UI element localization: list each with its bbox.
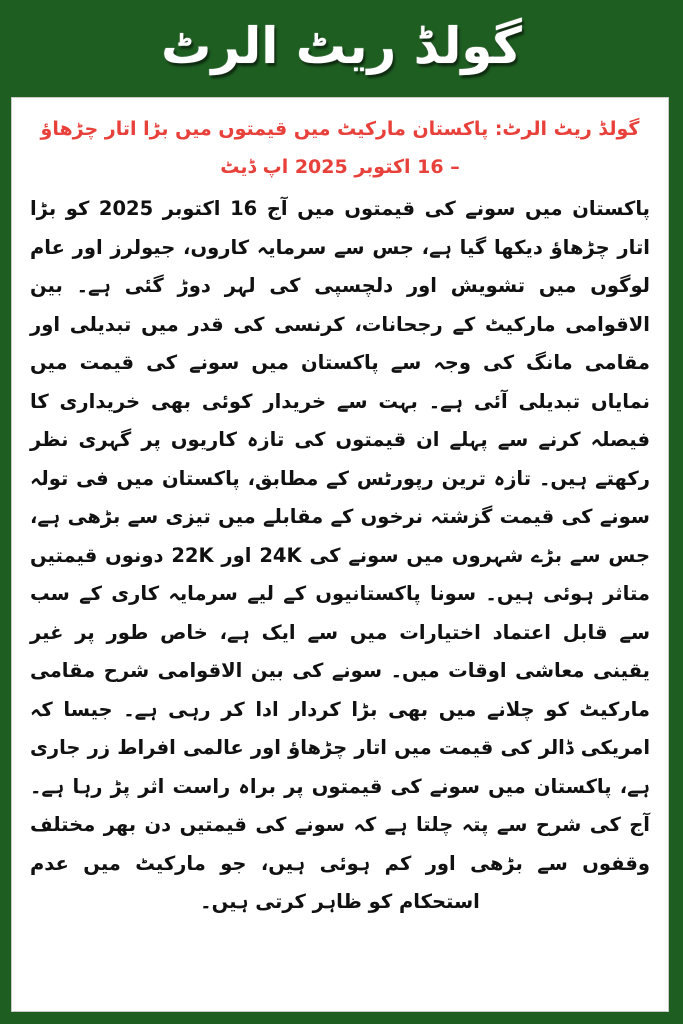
- page-title: گولڈ ریٹ الرٹ: [161, 16, 522, 75]
- article-body: پاکستان میں سونے کی قیمتوں میں آج 16 اکتوبر 2025 کو بڑا اتار چڑھاؤ دیکھا گیا ہے، جس سے سرمایہ کاروں، جیولرز اور عام لوگوں میں تشویش اور دلچسپی کی لہر دوڑ گئی ہے۔ بین الاقوامی مارکیٹ کے رجحانات، کرنسی کی قدر میں تبدیلی اور مقامی مانگ کی وجہ سے پاکستان میں سونے کی قیمت میں نمایاں تبدیلی آئی ہے۔ بہت سے خریدار کوئی بھی خریداری کا فیصلہ کرنے سے پہلے ان قیمتوں کی تازہ کاریوں پر گہری نظر رکھتے ہیں۔ تازہ ترین رپورٹس کے مطابق، پاکستان میں فی تولہ سونے کی قیمت گزشتہ نرخوں کے مقابلے میں تیزی سے بڑھی ہے، جس سے بڑے شہروں میں سونے کی 24K اور 22K دونوں قیمتیں متاثر ہوئی ہیں۔ سونا پاکستانیوں کے لیے سرمایہ کاری کے سب سے قابل اعتماد اختیارات میں سے ایک ہے، خاص طور پر غیر یقینی معاشی اوقات میں۔ سونے کی بین الاقوامی شرح مقامی مارکیٹ کو چلانے میں بھی بڑا کردار ادا کر رہی ہے۔ جیسا کہ امریکی ڈالر کی قیمت میں اتار چڑھاؤ اور عالمی افراط زر جاری ہے، پاکستان میں سونے کی قیمتوں پر براہ راست اثر پڑ رہا ہے۔ آج کی شرح سے پتہ چلتا ہے کہ سونے کی قیمتیں دن بھر مختلف وقفوں سے بڑھی اور کم ہوئی ہیں، جو مارکیٹ میں عدم استحکام کو ظاہر کرتی ہیں۔: [30, 197, 651, 913]
- article-headline: گولڈ ریٹ الرٹ: پاکستان مارکیٹ میں قیمتوں میں بڑا اتار چڑھاؤ – 16 اکتوبر 2025 اپ ڈیٹ: [40, 118, 640, 178]
- header-banner: [0, 0, 683, 97]
- article-panel: [11, 97, 669, 1012]
